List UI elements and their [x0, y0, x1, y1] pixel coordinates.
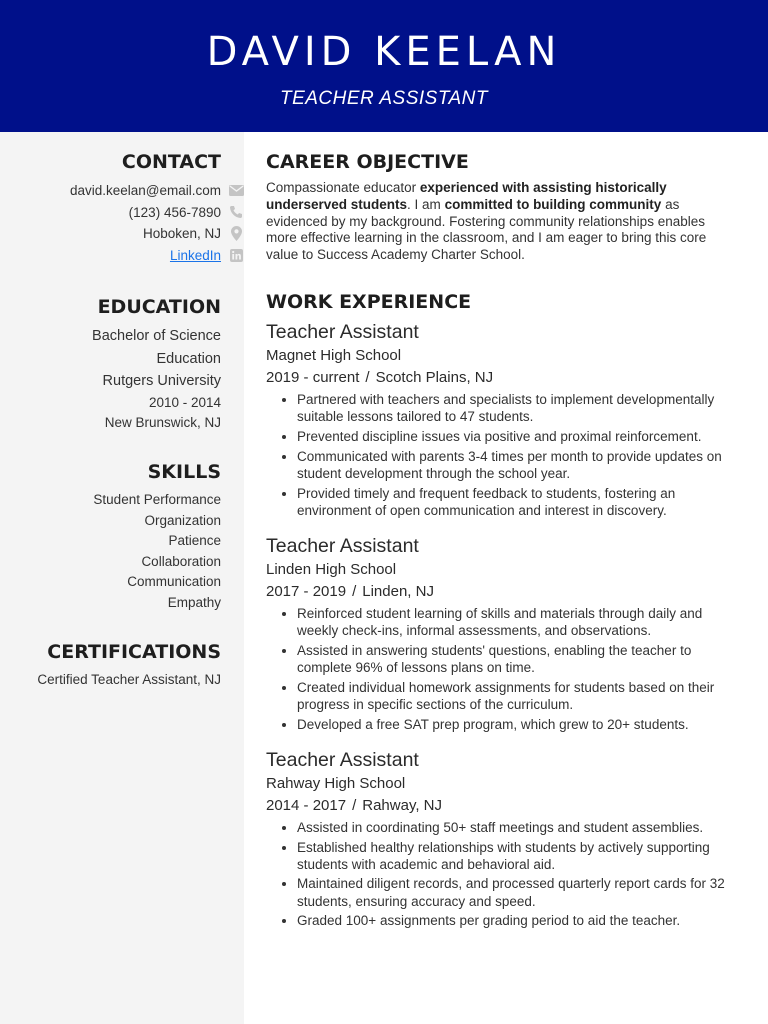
job-location: Rahway, NJ [362, 796, 442, 814]
education-section [0, 295, 221, 434]
objective-highlight: experienced with assisting historically underserved students [266, 180, 667, 212]
objective-text: as evidenced by my background. Fostering community relationships enables more effective learning in the classroom, and I am eager to bring this core value to Success Academy Charter School. [266, 196, 707, 263]
contact-location-row [0, 223, 244, 245]
job-bullet: • Prevented discipline issues via positive and proximal reinforcement. [297, 428, 726, 445]
job-bullet: • Created individual homework assignments for students based on their progress in specific sections of the curriculum. [297, 679, 726, 713]
job-meta [266, 367, 726, 389]
candidate-title: TEACHER ASSISTANT [279, 88, 489, 109]
job-title: Teacher Assistant [266, 534, 419, 557]
job-location: Linden, NJ [362, 582, 434, 600]
job-bullet: • Partnered with teachers and specialists to implement developmentally suitable lessons tailored to 47 students. [297, 391, 726, 425]
certifications-section [0, 640, 221, 691]
education-years: 2010 - 2014 [148, 394, 221, 410]
job-bullets [266, 819, 726, 930]
education-location: New Brunswick, NJ [104, 415, 221, 430]
job-dates: 2019 - current [266, 368, 360, 386]
skills-section [0, 460, 221, 613]
job-title: Teacher Assistant [266, 320, 419, 343]
contact-section [0, 150, 221, 266]
skill-item: Empathy [167, 594, 221, 610]
job-title: Teacher Assistant [266, 748, 419, 771]
job-bullet: • Assisted in coordinating 50+ staff meetings and student assemblies. [297, 819, 726, 836]
objective-text: . I am [407, 196, 445, 212]
education-degree: Bachelor of Science [92, 328, 221, 344]
job-company: Linden High School [266, 560, 397, 578]
contact-email-row [0, 180, 244, 202]
job-bullets [266, 605, 726, 733]
linkedin-icon [228, 247, 244, 263]
job-bullet: • Reinforced student learning of skills and materials through daily and weekly check-ins, informal assessments, and observations. [297, 605, 726, 639]
skill-item: Organization [144, 512, 221, 528]
education-school: Rutgers University [102, 373, 221, 389]
job-entry [266, 319, 726, 519]
contact-phone-row [0, 202, 244, 224]
job-dates: 2014 - 2017 [266, 796, 347, 814]
job-bullet: • Maintained diligent records, and processed quarterly report cards for 32 students, ensuring accuracy and speed. [297, 875, 726, 909]
job-bullet: • Established healthy relationships with students by actively supporting students with academic and behavioral aid. [297, 839, 726, 873]
envelope-icon [228, 183, 244, 199]
job-bullet: • Communicated with parents 3-4 times per month to provide updates on student development through the school year. [297, 448, 726, 482]
work-experience-section [266, 288, 726, 930]
job-bullet: • Assisted in answering students' questions, enabling the teacher to complete 96% of lessons plans on time. [297, 642, 726, 676]
job-company: Magnet High School [266, 346, 402, 364]
objective-text: Compassionate educator [266, 180, 420, 195]
certification-item: Certified Teacher Assistant, NJ [37, 672, 221, 687]
career-objective-text [266, 180, 726, 264]
resume-header [0, 0, 768, 132]
skill-item: Communication [127, 574, 221, 589]
job-meta [266, 795, 726, 817]
skills-heading: SKILLS [147, 461, 221, 483]
job-entry [266, 533, 726, 733]
work-experience-heading: WORK EXPERIENCE [266, 290, 472, 313]
job-company: Rahway High School [266, 774, 406, 792]
skill-item: Collaboration [141, 553, 221, 569]
career-objective-section [266, 148, 726, 264]
map-pin-icon [228, 226, 244, 242]
contact-heading: CONTACT [121, 151, 221, 173]
contact-phone: (123) 456-7890 [128, 204, 221, 220]
job-location: Scotch Plains, NJ [375, 368, 494, 386]
linkedin-link[interactable]: LinkedIn [169, 247, 221, 263]
job-dates: 2017 - 2019 [266, 582, 347, 600]
education-field: Education [156, 350, 221, 367]
job-meta-separator: / [352, 582, 357, 600]
main-content [266, 148, 726, 932]
job-meta-separator: / [352, 796, 357, 814]
objective-highlight: committed to building community [444, 196, 662, 212]
candidate-name: DAVID KEELAN [206, 29, 562, 75]
skill-item: Patience [168, 533, 221, 548]
education-heading: EDUCATION [97, 296, 221, 318]
sidebar [0, 132, 244, 1024]
job-meta [266, 581, 726, 603]
contact-location: Hoboken, NJ [142, 226, 221, 241]
certifications-heading: CERTIFICATIONS [47, 641, 221, 663]
job-bullet: • Provided timely and frequent feedback to students, fostering an environment of open communication and interest in discovery. [297, 485, 726, 519]
contact-email[interactable]: david.keelan@email.com [69, 183, 221, 198]
skill-item: Student Performance [93, 492, 221, 507]
job-meta-separator: / [365, 368, 370, 386]
phone-icon [228, 204, 244, 220]
career-objective-heading: CAREER OBJECTIVE [266, 151, 469, 173]
job-bullet: • Graded 100+ assignments per grading period to aid the teacher. [297, 912, 726, 929]
contact-linkedin-row [0, 245, 244, 267]
job-entry [266, 747, 726, 930]
job-bullets [266, 391, 726, 519]
job-bullet: • Developed a free SAT prep program, which grew to 20+ students. [297, 716, 726, 733]
